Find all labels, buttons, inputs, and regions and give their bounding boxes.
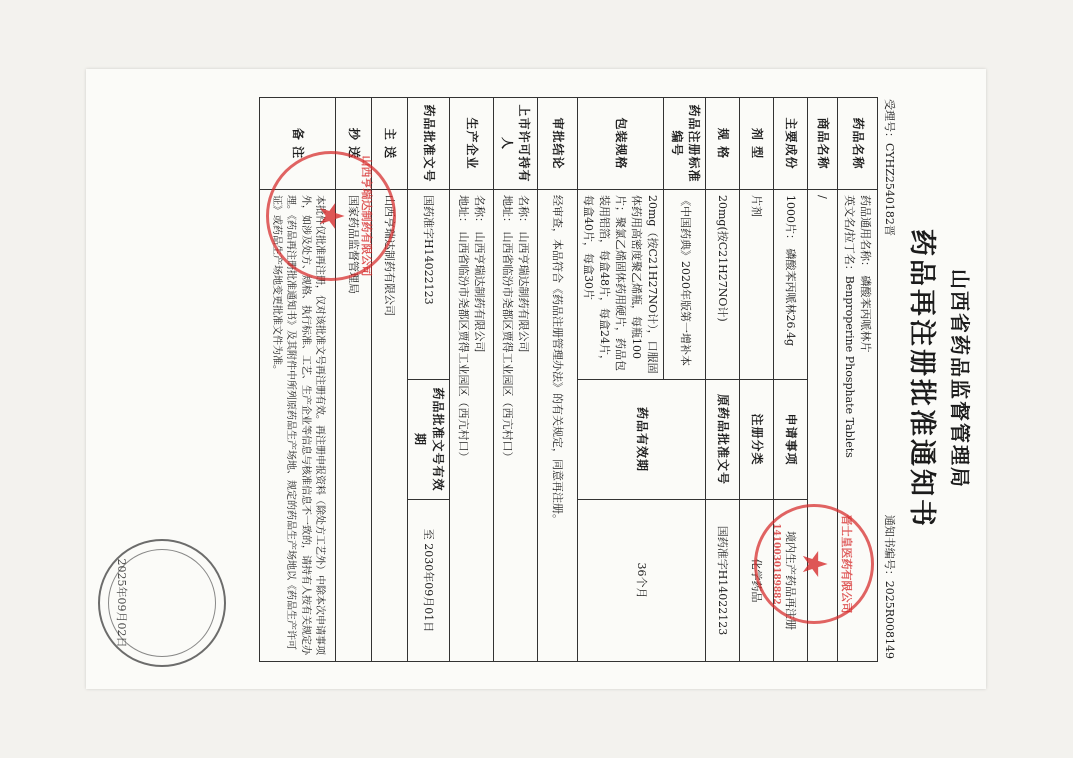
cc-label: 抄 送 bbox=[335, 98, 371, 190]
approval-validity-value: 至 2030年09月01日 bbox=[407, 500, 449, 662]
holder-label: 上市许可持有人 bbox=[493, 98, 537, 190]
company-seal-text: 山西亨瑞达制药有限公司 bbox=[360, 155, 373, 277]
agency-seal-date: 2025年09月02日 bbox=[115, 558, 128, 648]
acceptance-number-value: CYHZ2540182晋 bbox=[883, 143, 896, 236]
star-icon: ★ bbox=[794, 548, 834, 580]
table-row bbox=[449, 98, 493, 662]
validity-value: 36个月 bbox=[577, 500, 705, 662]
conclusion-label: 审批结论 bbox=[537, 98, 577, 190]
ingredients-value: 1000片： 磷酸苯丙哌林26.4g bbox=[774, 190, 808, 380]
table-row bbox=[664, 98, 706, 662]
trade-name-label: 商品名称 bbox=[808, 98, 838, 190]
notice-number-label: 通知书编号： bbox=[883, 514, 896, 581]
manufacturer-name: 名称： 山西亨瑞达制药有限公司 bbox=[472, 195, 486, 353]
application-item-label: 申请事项 bbox=[774, 380, 808, 500]
original-approval-value: 国药准字H14022123 bbox=[706, 500, 740, 662]
trade-name-value: / bbox=[808, 190, 838, 662]
star-icon: ★ bbox=[311, 200, 351, 232]
standard-label: 药品注册标准编号 bbox=[664, 98, 706, 190]
registration-category-value: 化学药品 bbox=[740, 500, 774, 662]
recipient-value: 山西亨瑞达制药有限公司 bbox=[371, 190, 407, 662]
conclusion-value: 经审查，本品符合《药品注册管理办法》的有关规定，同意再注册。 bbox=[537, 190, 577, 662]
holder-seal-number: 1410030189882 bbox=[771, 523, 781, 605]
dosage-form-label: 剂 型 bbox=[740, 98, 774, 190]
holder-seal-stamp bbox=[754, 504, 874, 624]
table-row bbox=[706, 98, 740, 662]
approval-validity-label: 药品批准文号有效期 bbox=[407, 380, 449, 500]
table-row bbox=[537, 98, 577, 662]
application-item-value: 境内生产药品再注册 bbox=[774, 500, 808, 662]
ingredients-label: 主要成份 bbox=[774, 98, 808, 190]
specification-label: 规 格 bbox=[706, 98, 740, 190]
table-row bbox=[407, 98, 449, 662]
table-row bbox=[493, 98, 537, 662]
manufacturer-address: 地址： 山西省临汾市尧都区贾得工业园区（西亢村口） bbox=[457, 195, 471, 463]
dosage-form-value: 片剂 bbox=[740, 190, 774, 380]
holder-seal-text: 晋士皇医药有限公司 bbox=[840, 514, 853, 614]
remarks-value: 本批件仅批准再注册，仅对该批准文号再注册有效。再注册申报资料（除处方工艺外）中除本次申请事项外，如涉及处方、规格、执行标准、工艺、生产企业等信息与核准信息不一致的，请持有人按有关规定办理。《药品再注册批准通知书》及其附件中所列原药品生产场地、规定的药品生产场地以《药品生产许可证》或药品生产场地变更批准文件为准。 bbox=[259, 190, 335, 662]
holder-address: 地址： 山西省临汾市尧都区贾得工业园区（西亢村口） bbox=[501, 195, 515, 463]
acceptance-number-label: 受理号： bbox=[883, 99, 896, 143]
manufacturer-label: 生产企业 bbox=[449, 98, 493, 190]
holder-value bbox=[493, 190, 537, 662]
validity-label: 药品有效期 bbox=[577, 380, 705, 500]
registration-category-label: 注册分类 bbox=[740, 380, 774, 500]
acceptance-number bbox=[882, 99, 898, 236]
company-seal-stamp bbox=[266, 151, 396, 281]
drug-name-label: 药品名称 bbox=[838, 98, 878, 190]
notice-number-value: 2025R008149 bbox=[883, 580, 896, 659]
notice-number bbox=[882, 515, 898, 659]
remarks-label: 备 注 bbox=[259, 98, 335, 190]
english-name: 英文名/拉丁名：Benproperine Phosphate Tablets bbox=[843, 195, 857, 458]
document-title: 药品再注册批准通知书 bbox=[906, 229, 937, 529]
notice-document bbox=[86, 69, 986, 689]
approval-number-value: 国药准字H14022123 bbox=[407, 190, 449, 380]
packaging-label: 包装规格 bbox=[577, 98, 664, 190]
specification-value: 20mg(按C21H27NO计) bbox=[706, 190, 740, 380]
recipient-label: 主 送 bbox=[371, 98, 407, 190]
holder-name: 名称： 山西亨瑞达制药有限公司 bbox=[516, 195, 530, 353]
manufacturer-value bbox=[449, 190, 493, 662]
cc-value: 国家药品监督管理局 bbox=[335, 190, 371, 662]
issuing-organization: 山西省药品监督管理局 bbox=[948, 269, 972, 489]
standard-value: 《中国药典》2020年版第一增补本 bbox=[664, 190, 706, 380]
agency-seal-stamp bbox=[98, 539, 226, 667]
generic-name: 药品通用名称： 磷酸苯丙哌林片 bbox=[859, 195, 873, 353]
original-approval-label: 原药品批准文号 bbox=[706, 380, 740, 500]
approval-number-label: 药品批准文号 bbox=[407, 98, 449, 190]
packaging-value: 20mg（按C21H27NO计），口服固体药用高密度聚乙烯瓶，每瓶100片；聚氯乙烯固体药用硬片，药品包装用铝箔，每盒48片，每盒24片，每盒40片，每盒30片 bbox=[577, 190, 664, 380]
